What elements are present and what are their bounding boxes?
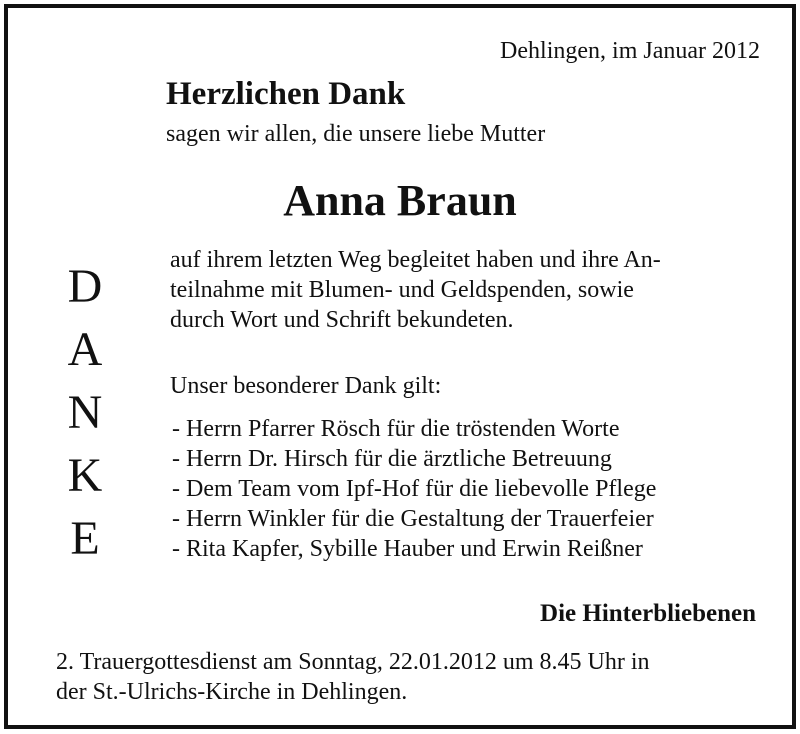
list-item: - Dem Team vom Ipf-Hof für die liebevolle Pflege — [172, 476, 657, 502]
danke-letter: E — [70, 512, 100, 565]
list-item: - Herrn Pfarrer Rösch für die tröstenden Worte — [172, 416, 620, 442]
place-date: Dehlingen, im Januar 2012 — [500, 38, 760, 64]
danke-letter: N — [67, 386, 103, 439]
body-text-line: teilnahme mit Blumen- und Geldspenden, sowie — [170, 277, 634, 303]
danke-letter: D — [67, 260, 103, 313]
danke-vertical-word — [55, 255, 115, 570]
signature: Die Hinterbliebenen — [540, 600, 756, 627]
service-info-line: der St.-Ulrichs-Kirche in Dehlingen. — [56, 679, 408, 705]
list-item: - Rita Kapfer, Sybille Hauber und Erwin Reißner — [172, 536, 643, 562]
service-info-line: 2. Trauergottesdienst am Sonntag, 22.01.2012 um 8.45 Uhr in — [56, 649, 650, 675]
list-item: - Herrn Winkler für die Gestaltung der Trauerfeier — [172, 506, 654, 532]
body-text-line: auf ihrem letzten Weg begleitet haben und ihre An- — [170, 247, 661, 273]
body-text-line: durch Wort und Schrift bekundeten. — [170, 307, 514, 333]
notice-heading: Herzlichen Dank — [166, 76, 406, 112]
intro-text: sagen wir allen, die unsere liebe Mutter — [166, 121, 546, 147]
danke-letter: K — [67, 449, 103, 502]
deceased-name: Anna Braun — [283, 176, 517, 225]
list-item: - Herrn Dr. Hirsch für die ärztliche Betreuung — [172, 446, 612, 472]
special-thanks-list — [172, 414, 656, 564]
danke-letter: A — [67, 323, 103, 376]
special-thanks-label: Unser besonderer Dank gilt: — [170, 373, 442, 399]
